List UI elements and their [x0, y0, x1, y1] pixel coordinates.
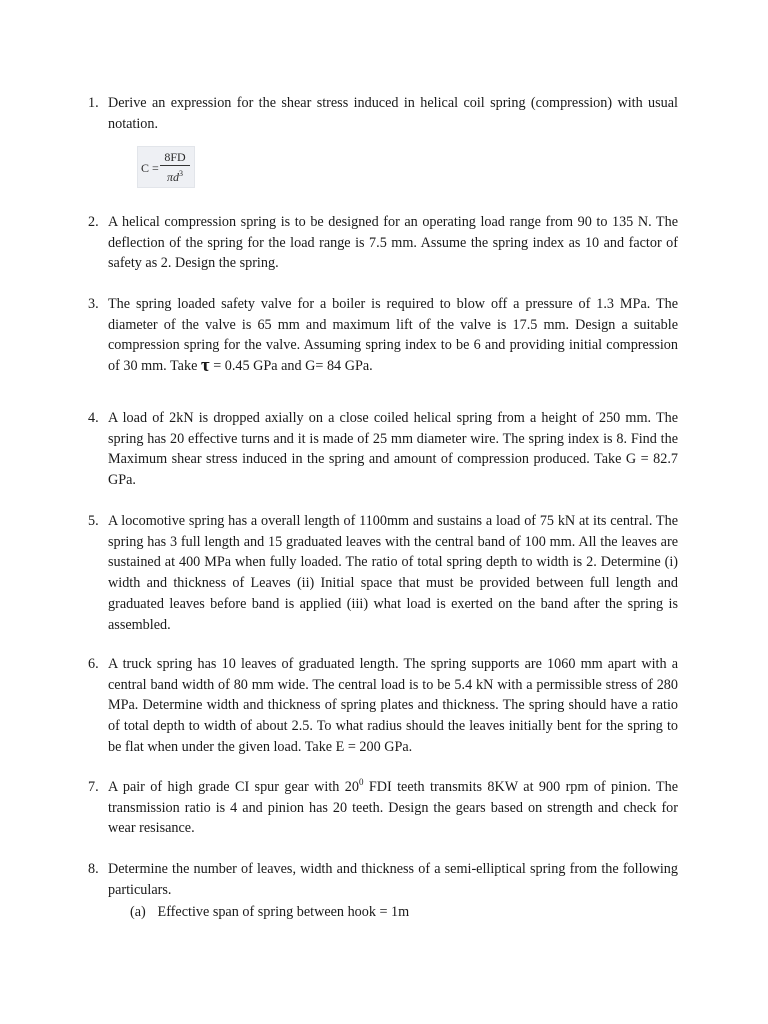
tau-symbol: τ: [200, 355, 210, 377]
question-5: [88, 511, 678, 635]
question-7: [88, 777, 678, 839]
question-text: The spring loaded safety valve for a boiler is required to blow off a pressure of 1.3 MPa. The diameter of the valve is 65 mm and maximum lift of the valve is 17.5 mm. Design a suitable compression spring for the valve. Assuming spring index to be 6 and providing initial compression of 30 mm. Take τ = 0.45 GPa and G= 84 GPa.: [108, 296, 678, 377]
question-number: 2.: [88, 214, 99, 230]
sub-item-text: Effective span of spring between hook = 1m: [157, 904, 410, 920]
question-number: 7.: [88, 779, 99, 795]
question-3: [88, 294, 678, 377]
formula-exponent: 3: [179, 169, 183, 178]
question-number: 3.: [88, 296, 99, 312]
formula-image: [137, 146, 195, 188]
question-text: A pair of high grade CI spur gear with $20^0$ FDI teeth transmits 8KW at 900 rpm of pinion. The transmission ratio is 4 and pinion has 20 teeth. Design the gears based on strength and check for wear resisance.: [108, 777, 678, 837]
question-text: A load of 2kN is dropped axially on a close coiled helical spring from a height of 250 mm. The spring has 20 effective turns and it is made of 25 mm diameter wire. The spring index is 8. Find the Maximum shear stress induced in the spring and amount of compression produced. Take G = 82.7 GPa.: [108, 410, 678, 489]
sub-item-label: (a): [130, 904, 146, 920]
question-number: 4.: [88, 410, 99, 426]
question-text: Determine the number of leaves, width and thickness of a semi-elliptical spring from the following particulars.: [108, 861, 678, 898]
formula-fraction: [160, 150, 190, 185]
question-2: [88, 212, 678, 274]
question-text: Derive an expression for the shear stress induced in helical coil spring (compression) with usual notation.: [108, 95, 678, 132]
question-text: A truck spring has 10 leaves of graduated length. The spring supports are 1060 mm apart with a central band width of 80 mm wide. The central load is to be 5.4 kN with a permissible stress of 280 MPa. Determine width and thickness of spring plates and thickness. The spring should have a ratio of total depth to width of about 2.5. To what radius should the leaves initially bent for the spring to be flat when under the given load. Take E = 200 GPa.: [108, 656, 678, 755]
degree-superscript: 0: [358, 777, 364, 787]
question-number: 8.: [88, 861, 99, 877]
question-6: [88, 654, 678, 758]
question-number: 1.: [88, 95, 99, 111]
question-1: [88, 93, 678, 134]
question-text: A locomotive spring has a overall length of 1100mm and sustains a load of 75 kN at its central. The spring has 3 full length and 15 graduated leaves with the central band of 100 mm. All the leaves are sustained at 400 MPa when fully loaded. The ratio of total spring depth to width is 2. Determine (i) width and thickness of Leaves (ii) Initial space that must be provided between full length and graduated leaves before band is applied (iii) what load is exerted on the band after the spring is assembled.: [108, 513, 678, 633]
question-4: [88, 408, 678, 491]
formula-lhs: C =: [141, 161, 159, 175]
formula-numerator: 8FD: [160, 150, 190, 166]
question-number: 6.: [88, 656, 99, 672]
question-number: 5.: [88, 513, 99, 529]
sub-item-a: [130, 902, 409, 922]
question-text: A helical compression spring is to be designed for an operating load range from 90 to 135 N. The deflection of the spring for the load range is 7.5 mm. Assume the spring index as 10 and factor of safety as 2. Design the spring.: [108, 214, 678, 272]
formula-denominator: $\pi d^3$: [166, 169, 183, 184]
question-8: [88, 859, 678, 900]
